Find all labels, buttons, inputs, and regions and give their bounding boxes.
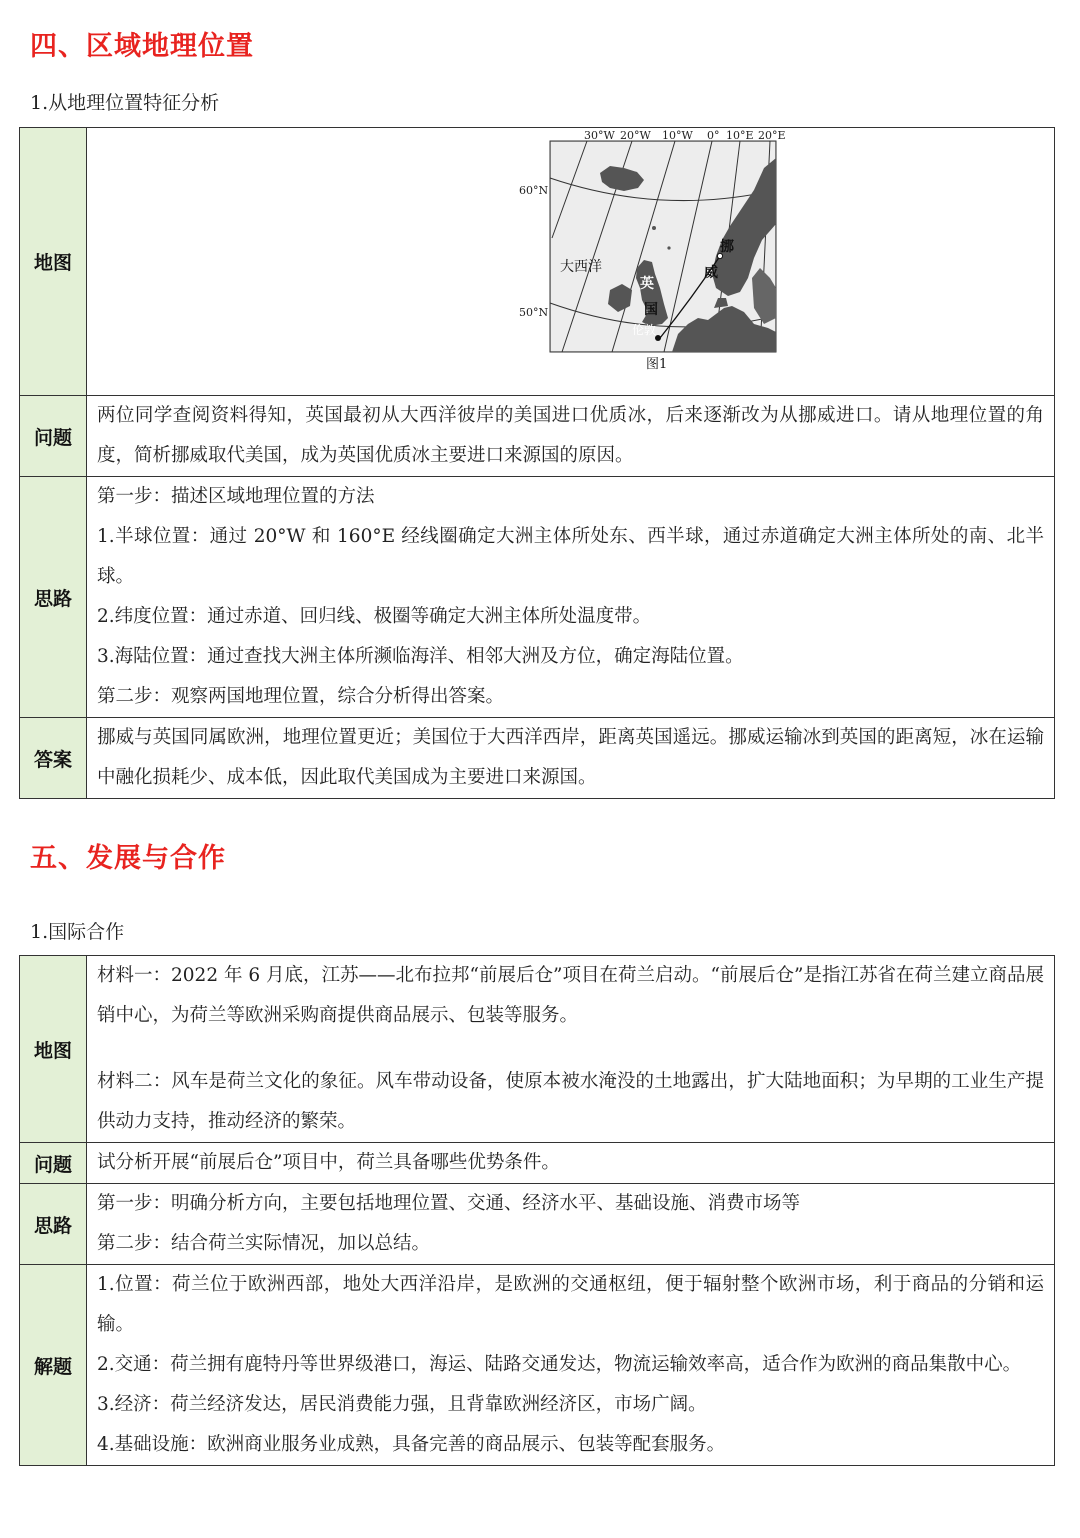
thinking-line: 第二步：结合荷兰实际情况，加以总结。 [97,1233,431,1254]
europe-map [492,128,822,373]
thinking-row [20,477,1055,718]
city-label: 伦敦 [632,323,657,337]
solution-cell [87,1265,1055,1466]
materials-row [20,956,1055,1143]
question-label: 问题 [20,1143,87,1184]
answer-label: 答案 [20,718,87,799]
thinking-label: 思路 [20,477,87,718]
question-row [20,396,1055,477]
thinking-cell [87,1184,1055,1265]
thinking-label: 思路 [20,1184,87,1265]
answer-row [20,718,1055,799]
solution-line: 3.经济：荷兰经济发达，居民消费能力强，且背靠欧洲经济区，市场广阔。 [97,1394,707,1415]
solution-label: 解题 [20,1265,87,1466]
question-label: 问题 [20,396,87,477]
solution-line: 4.基础设施：欧洲商业服务业成熟，具备完善的商品展示、包装等配套服务。 [97,1434,726,1455]
question-cell [87,396,1055,477]
section4-heading: 四、区域地理位置 [30,31,254,62]
thinking-cell [87,477,1055,718]
section5-table [19,955,1055,1466]
map-cell [87,128,1055,396]
section5-heading: 五、发展与合作 [30,843,226,874]
lon-label: 10°E [726,129,754,142]
map-caption: 图1 [646,357,668,372]
thinking-line: 3.海陆位置：通过查找大洲主体所濒临海洋、相邻大洲及方位，确定海陆位置。 [97,646,744,667]
map-label: 地图 [20,128,87,396]
thinking-line: 1.半球位置：通过 20°W 和 160°E 经线圈确定大洲主体所处东、西半球，通过赤道确定大洲主体所处的南、北半球。 [97,526,1044,587]
uk-char: 国 [644,302,658,318]
ocean-label: 大西洋 [560,259,602,275]
answer-cell [87,718,1055,799]
lon-label: 10°W [662,129,693,142]
lon-label: 30°W [584,129,615,142]
solution-line: 2.交通：荷兰拥有鹿特丹等世界级港口，海运、陆路交通发达，物流运输效率高，适合作为欧洲的商品集散中心。 [97,1354,1022,1375]
materials-label: 地图 [20,956,87,1143]
thinking-line: 第二步：观察两国地理位置，综合分析得出答案。 [97,686,505,707]
question-text: 两位同学查阅资料得知，英国最初从大西洋彼岸的美国进口优质冰，后来逐渐改为从挪威进口。请从地理位置的角度，简析挪威取代美国，成为英国优质冰主要进口来源国的原因。 [97,405,1044,466]
section4-subheading: 1.从地理位置特征分析 [30,92,220,114]
section5-subheading: 1.国际合作 [30,921,125,943]
lat-label: 50°N [519,306,549,319]
material-text: 材料二：风车是荷兰文化的象征。风车带动设备，使原本被水淹没的土地露出，扩大陆地面积；为早期的工业生产提供动力支持，推动经济的繁荣。 [97,1071,1044,1132]
lon-label: 0° [707,129,720,142]
norway-char: 挪 [720,239,734,255]
solution-line: 1.位置：荷兰位于欧洲西部，地处大西洋沿岸，是欧洲的交通枢纽，便于辐射整个欧洲市场，利于商品的分销和运输。 [97,1274,1044,1335]
section4-table [19,127,1055,799]
materials-cell [87,956,1055,1143]
thinking-row [20,1184,1055,1265]
answer-text: 挪威与英国同属欧洲，地理位置更近；美国位于大西洋西岸，距离英国遥远。挪威运输冰到英国的距离短，冰在运输中融化损耗少、成本低，因此取代美国成为主要进口来源国。 [97,727,1044,788]
question-text: 试分析开展“前展后仓”项目中，荷兰具备哪些优势条件。 [97,1152,560,1173]
material-text: 材料一：2022 年 6 月底，江苏——北布拉邦“前展后仓”项目在荷兰启动。“前展后仓”是指江苏省在荷兰建立商品展销中心，为荷兰等欧洲采购商提供商品展示、包装等服务。 [97,965,1044,1026]
norway-char: 威 [704,265,718,281]
lat-label: 60°N [519,184,549,197]
question-row [20,1143,1055,1184]
question-cell [87,1143,1055,1184]
uk-char: 英 [640,276,654,292]
lon-label: 20°W [620,129,651,142]
thinking-line: 第一步：明确分析方向，主要包括地理位置、交通、经济水平、基础设施、消费市场等 [97,1193,801,1214]
thinking-line: 第一步：描述区域地理位置的方法 [97,486,375,507]
solution-row [20,1265,1055,1466]
lon-label: 20°E [758,129,786,142]
map-row [20,128,1055,396]
thinking-line: 2.纬度位置：通过赤道、回归线、极圈等确定大洲主体所处温度带。 [97,606,652,627]
